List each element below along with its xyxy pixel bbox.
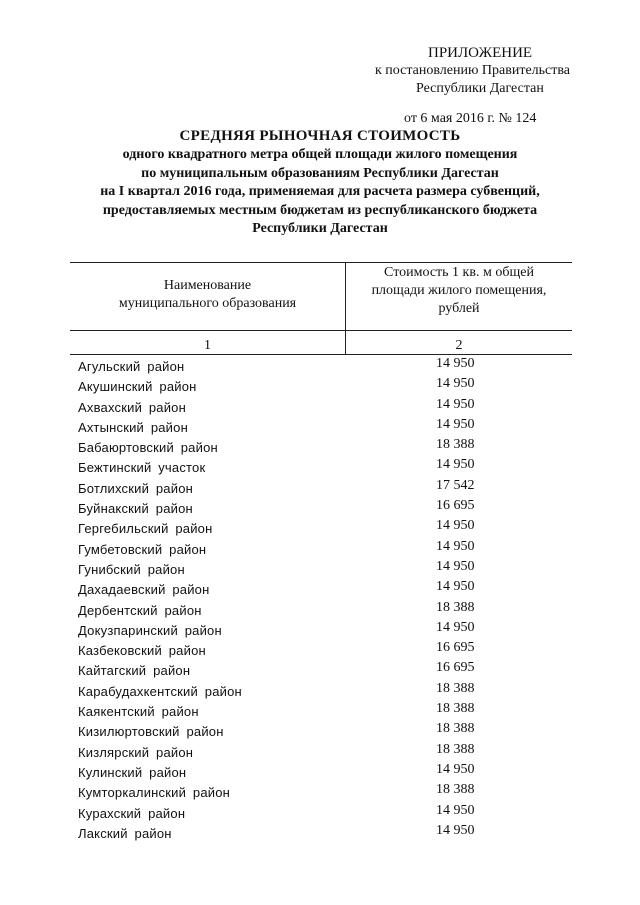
cost-value: 18 388	[436, 741, 475, 757]
table-row	[78, 721, 558, 741]
municipality-name: Казбековский район	[78, 643, 206, 659]
column-number-1: 1	[204, 338, 211, 353]
municipality-name: Агульский район	[78, 359, 185, 374]
table-row	[78, 742, 558, 762]
document-title	[0, 126, 640, 239]
municipality-name: Карабудахкентский район	[78, 683, 242, 699]
cost-value: 14 950	[436, 619, 475, 635]
cost-value: 14 950	[436, 457, 475, 473]
cost-value: 14 950	[436, 376, 475, 392]
municipality-name: Кизлярский район	[78, 744, 194, 760]
municipality-name: Ботлихский район	[78, 480, 193, 496]
municipality-name: Кумторкалинский район	[78, 785, 231, 801]
cost-value: 14 950	[436, 538, 475, 554]
title-line-3: на I квартал 2016 года, применяемая для расчета размера субвенций,	[100, 184, 540, 199]
cost-value: 14 950	[436, 416, 475, 432]
municipality-name: Гунибский район	[78, 561, 185, 577]
table-row	[78, 660, 558, 680]
title-line-5: Республики Дагестан	[252, 221, 388, 236]
table-row	[78, 356, 558, 376]
table-row	[78, 437, 558, 457]
table-row	[78, 478, 558, 498]
municipality-name: Ахтынский район	[78, 419, 188, 435]
cost-value: 14 950	[436, 356, 475, 371]
table-row	[78, 539, 558, 559]
cost-value: 18 388	[436, 599, 475, 615]
appendix-title: ПРИЛОЖЕНИЕ	[428, 45, 533, 61]
cost-value: 18 388	[436, 680, 475, 696]
cost-value: 16 695	[436, 640, 475, 656]
municipality-name: Бабаюртовский район	[78, 440, 218, 456]
municipality-name: Дербентский район	[78, 602, 202, 618]
table-row	[78, 579, 558, 599]
appendix-line-1: к постановлению Правительства	[375, 63, 571, 78]
title-line-1: одного квадратного метра общей площади жилого помещения	[122, 147, 518, 162]
municipality-name: Гергебильский район	[78, 521, 213, 537]
table-row	[78, 803, 558, 823]
cost-value: 18 388	[436, 437, 475, 453]
table-row	[78, 376, 558, 396]
table-row	[78, 457, 558, 477]
column-header-cost: Стоимость 1 кв. м общей площади жилого помещения, рублей	[371, 265, 547, 316]
table-row	[78, 620, 558, 640]
cost-value: 16 695	[436, 498, 475, 514]
title-line-2: по муниципальным образованиям Республики Дагестан	[141, 165, 499, 181]
table-row	[78, 559, 558, 579]
table-number-rule	[70, 354, 572, 355]
cost-value: 14 950	[436, 558, 475, 574]
table-top-rule	[70, 262, 572, 263]
table-row	[78, 397, 558, 417]
table-row	[78, 681, 558, 701]
municipality-name: Бежтинский участок	[78, 460, 206, 476]
cost-value: 16 695	[436, 660, 475, 676]
appendix-line-2: Республики Дагестан	[416, 81, 544, 96]
municipality-name: Гумбетовский район	[78, 541, 207, 557]
municipality-name: Кайтагский район	[78, 663, 191, 679]
cost-value: 14 950	[436, 579, 475, 595]
municipality-name: Курахский район	[78, 805, 186, 821]
municipality-name: Кизилюртовский район	[78, 724, 224, 740]
municipality-name: Докузпаринский район	[78, 622, 222, 638]
table-row	[78, 823, 558, 843]
municipality-name: Ахвахский район	[78, 399, 186, 415]
table-header-rule	[70, 330, 572, 331]
table-row	[78, 498, 558, 518]
cost-value: 17 542	[436, 477, 475, 493]
column-number-2: 2	[455, 338, 463, 353]
table-row	[78, 417, 558, 437]
cost-value: 18 388	[436, 701, 475, 717]
cost-value: 18 388	[436, 721, 475, 737]
table-row	[78, 762, 558, 782]
municipality-name: Буйнакский район	[78, 501, 193, 517]
table-row	[78, 782, 558, 802]
municipality-name: Акушинский район	[78, 379, 197, 395]
title-line-4: предоставляемых местным бюджетам из республиканского бюджета	[102, 202, 538, 218]
municipality-name: Кулинский район	[78, 764, 187, 780]
table-body	[78, 356, 558, 843]
cost-value: 14 950	[436, 822, 475, 838]
table-row	[78, 518, 558, 538]
cost-value: 18 388	[436, 782, 475, 798]
table-row	[78, 640, 558, 660]
table-row	[78, 701, 558, 721]
municipality-name: Лакский район	[78, 825, 172, 841]
column-header-name: Наименование муниципального образования	[118, 278, 297, 311]
appendix-header	[360, 44, 600, 128]
cost-value: 14 950	[436, 518, 475, 534]
municipality-name: Каякентский район	[78, 704, 199, 720]
municipality-name: Дахадаевский район	[78, 582, 210, 598]
cost-value: 14 950	[436, 396, 475, 412]
table-row	[78, 600, 558, 620]
cost-value: 14 950	[436, 761, 475, 777]
cost-value: 14 950	[436, 802, 475, 818]
title-main: СРЕДНЯЯ РЫНОЧНАЯ СТОИМОСТЬ	[179, 128, 461, 144]
appendix-date: от 6 мая 2016 г. № 124	[404, 111, 537, 126]
